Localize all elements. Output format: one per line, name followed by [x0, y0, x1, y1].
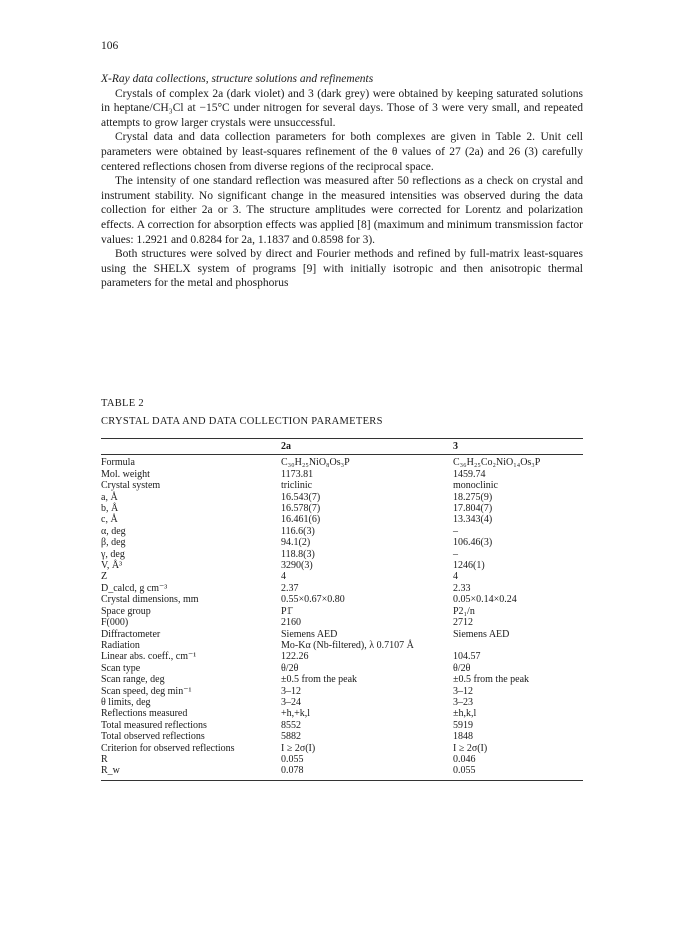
table-row	[101, 663, 583, 674]
paragraph: Both structures were solved by direct and Fourier methods and refined by full-matrix least-squares using the SHELX system of programs [9] with initially isotropic and then anisotropic thermal parameters for the metal and phosphorus	[101, 248, 583, 290]
table-row	[101, 720, 583, 731]
value-3-cell: Siemens AED	[453, 628, 510, 640]
value-2a-cell: 5882	[281, 731, 301, 743]
value-3-cell: I ≥ 2σ(I)	[453, 742, 488, 754]
value-3-cell: C₃₆H₂₅Co₂NiO₁₄Os₃P	[453, 457, 541, 469]
value-2a-cell: 0.55×0.67×0.80	[281, 594, 345, 606]
table-row	[101, 480, 583, 491]
value-3-cell: 18.275(9)	[453, 491, 493, 503]
value-2a-cell: triclinic	[281, 480, 313, 492]
table-row	[101, 754, 583, 765]
value-2a-cell: Mo-Kα (Nb-filtered), λ 0.7107 Å	[281, 639, 414, 651]
header-cell-parameter	[101, 439, 281, 455]
table-row	[101, 731, 583, 742]
value-3-cell: θ/2θ	[453, 662, 471, 674]
parameter-cell: Formula	[101, 457, 135, 469]
value-3-cell: 106.46(3)	[453, 537, 493, 549]
value-2a-cell: 1173.81	[281, 468, 314, 480]
parameter-cell: Crystal system	[101, 480, 161, 492]
value-2a-cell: 0.055	[281, 753, 304, 765]
value-2a-cell: 3290(3)	[281, 560, 313, 572]
value-2a-cell: 8552	[281, 719, 301, 731]
value-2a-cell: 0.078	[281, 765, 453, 780]
value-3-cell: 1848	[453, 731, 473, 743]
parameter-cell: V, Å³	[101, 560, 123, 572]
value-2a-cell: Siemens AED	[281, 628, 338, 640]
value-2a-cell: 4	[281, 571, 286, 583]
table-label: TABLE 2	[101, 398, 144, 409]
value-2a-cell: 3–24	[281, 696, 301, 708]
value-3-cell: 5919	[453, 719, 473, 731]
parameter-cell: Criterion for observed reflections	[101, 742, 235, 754]
paragraph: Crystals of complex 2a (dark violet) and 3 (dark grey) were obtained by keeping saturated solutions in heptane/CH₃Cl at −15°C under nitrogen for several days. Those of 3 were very small, and repeated attempts to grow larger crystals were unsuccessful.	[101, 87, 583, 129]
table-row	[101, 537, 583, 548]
parameter-cell: Mol. weight	[101, 468, 150, 480]
header-cell-3: 3	[453, 439, 583, 455]
parameter-cell: Diffractometer	[101, 628, 161, 640]
section-heading: X-Ray data collections, structure solutions and refinements	[101, 73, 374, 85]
value-3-cell: ±0.5 from the peak	[453, 674, 530, 686]
value-2a-cell: 3–12	[281, 685, 301, 697]
table-row	[101, 594, 583, 605]
parameter-cell: Scan type	[101, 662, 141, 674]
parameter-cell: γ, deg	[101, 548, 125, 560]
table-row	[101, 503, 583, 514]
value-2a-cell: 122.26	[281, 651, 309, 663]
table-row	[101, 674, 583, 685]
value-3-cell: 0.05×0.14×0.24	[453, 594, 517, 606]
parameter-cell: D_calcd, g cm⁻³	[101, 582, 168, 594]
table-row	[101, 514, 583, 525]
value-3-cell: –	[453, 548, 458, 560]
parameter-cell: Z	[101, 571, 108, 583]
value-3-cell: monoclinic	[453, 480, 498, 492]
value-3-cell: 0.046	[453, 753, 476, 765]
value-3-cell: –	[453, 525, 458, 537]
parameter-cell: a, Å	[101, 491, 118, 503]
parameter-cell: θ limits, deg	[101, 696, 151, 708]
parameter-cell: Crystal dimensions, mm	[101, 594, 199, 606]
parameter-cell: Total measured reflections	[101, 719, 207, 731]
parameter-cell: β, deg	[101, 537, 126, 549]
value-3-cell: 2712	[453, 617, 473, 629]
value-3-cell: 17.804(7)	[453, 503, 493, 515]
crystal-data-table	[101, 438, 583, 781]
section-body	[101, 72, 583, 291]
table-row	[101, 583, 583, 594]
value-2a-cell: 116.6(3)	[281, 525, 315, 537]
value-3-cell: 13.343(4)	[453, 514, 493, 526]
value-3-cell: ±h,k,l	[453, 708, 477, 720]
parameter-cell: α, deg	[101, 525, 126, 537]
value-2a-cell: 16.543(7)	[281, 491, 321, 503]
parameter-cell: Space group	[101, 605, 151, 617]
parameter-cell: Linear abs. coeff., cm⁻¹	[101, 651, 197, 663]
value-2a-cell: +h,+k,l	[281, 708, 311, 720]
table-row	[101, 549, 583, 560]
table-header-row	[101, 439, 583, 455]
parameter-cell: R_w	[101, 765, 281, 780]
value-2a-cell: 94.1(2)	[281, 537, 311, 549]
table-row	[101, 743, 583, 754]
value-2a-cell: 16.578(7)	[281, 503, 321, 515]
table-row	[101, 571, 583, 582]
table-row	[101, 526, 583, 537]
table-title: CRYSTAL DATA AND DATA COLLECTION PARAMETERS	[101, 416, 383, 427]
value-3-cell	[453, 640, 583, 651]
table-row	[101, 697, 583, 708]
value-2a-cell: P1̄	[281, 605, 292, 617]
paragraph: The intensity of one standard reflection was measured after 50 reflections as a check on crystal and instrument stability. No significant change in the measured intensities was observed during the data collection for either 2a or 3. The structure amplitudes were corrected for Lorentz and polarization effects. A correction for absorption effects was applied [8] (maximum and minimum transmission factor values: 1.2921 and 0.8284 for 2a, 1.1837 and 0.8598 for 3).	[101, 175, 583, 246]
parameter-cell: Scan speed, deg min⁻¹	[101, 685, 192, 697]
value-2a-cell: C₃₀H₂₅NiO₈Os₃P	[281, 457, 350, 469]
parameter-cell: Scan range, deg	[101, 674, 165, 686]
table-row	[101, 492, 583, 503]
value-2a-cell: 2.37	[281, 582, 299, 594]
table-row	[101, 469, 583, 480]
parameter-cell: R	[101, 753, 108, 765]
parameter-cell: F(000)	[101, 617, 129, 629]
table-row	[101, 640, 583, 651]
value-3-cell: 1459.74	[453, 468, 486, 480]
value-3-cell: 3–12	[453, 685, 473, 697]
table-row	[101, 686, 583, 697]
table-body	[101, 455, 583, 780]
parameter-cell: c, Å	[101, 514, 118, 526]
table-row	[101, 629, 583, 640]
value-2a-cell: 16.461(6)	[281, 514, 321, 526]
value-3-cell: P2₁/n	[453, 605, 475, 617]
table-row	[101, 651, 583, 662]
value-3-cell: 3–23	[453, 696, 473, 708]
value-2a-cell: ±0.5 from the peak	[281, 674, 358, 686]
table-row	[101, 765, 583, 780]
header-cell-2a: 2a	[281, 439, 453, 455]
value-3-cell: 1246(1)	[453, 560, 485, 572]
table-row	[101, 560, 583, 571]
parameter-cell: Total observed reflections	[101, 731, 205, 743]
parameter-cell: b, Å	[101, 503, 119, 515]
paragraph: Crystal data and data collection parameters for both complexes are given in Table 2. Unit cell parameters were obtained by least-squares refinement of the θ values of 27 (2a) and 26 (3) carefully centered reflections chosen from diverse regions of the reciprocal space.	[101, 131, 583, 173]
table-row	[101, 606, 583, 617]
value-3-cell: 104.57	[453, 651, 481, 663]
value-2a-cell: 2160	[281, 617, 301, 629]
value-2a-cell: I ≥ 2σ(I)	[281, 742, 316, 754]
value-3-cell: 0.055	[453, 765, 583, 780]
value-2a-cell: 118.8(3)	[281, 548, 315, 560]
parameter-cell: Radiation	[101, 639, 140, 651]
value-2a-cell: θ/2θ	[281, 662, 299, 674]
table-row	[101, 455, 583, 469]
parameter-cell: Reflections measured	[101, 708, 188, 720]
value-3-cell: 2.33	[453, 582, 471, 594]
table-row	[101, 617, 583, 628]
page-number: 106	[101, 40, 119, 52]
table-row	[101, 708, 583, 719]
value-3-cell: 4	[453, 571, 458, 583]
